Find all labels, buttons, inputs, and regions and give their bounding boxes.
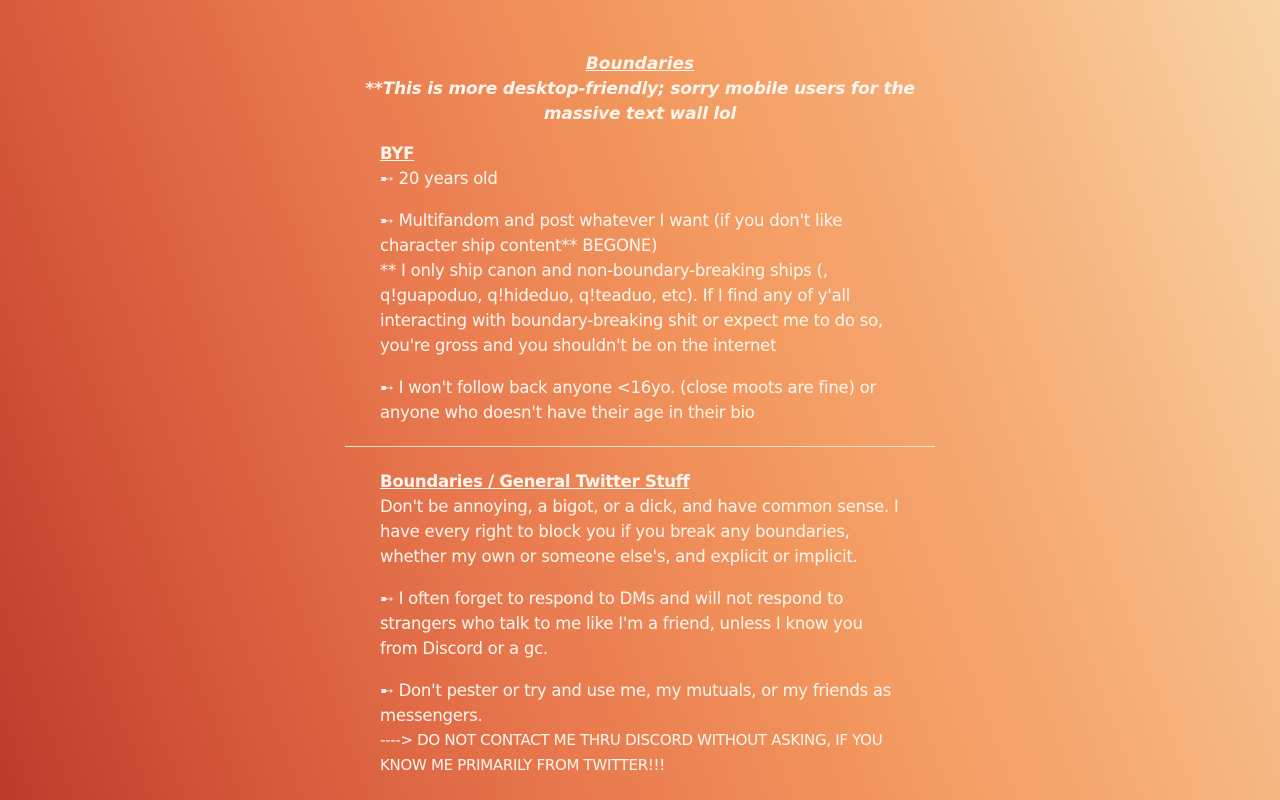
- page-subtitle: **This is more desktop-friendly; sorry mobile users for the massive text wall lol: [365, 79, 915, 124]
- general-dms: ➸ I often forget to respond to DMs and will not respond to strangers who talk to me like I'm a friend, unless I know you from Discord or a gc.: [380, 589, 863, 658]
- byf-section: [345, 141, 935, 425]
- boundaries-page: [345, 52, 935, 778]
- section-divider: [345, 446, 935, 447]
- byf-ships: ** I only ship canon and non-boundary-breaking ships (, q!guapoduo, q!hideduo, q!teaduo, etc). If I find any of y'all interacting with boundary-breaking shit or expect me to do so, you're gross and you shouldn't be on the internet: [380, 261, 883, 355]
- general-discord: ----> DO NOT CONTACT ME THRU DISCORD WITHOUT ASKING, IF YOU KNOW ME PRIMARILY FROM TWITTER!!!: [380, 731, 883, 774]
- byf-heading: BYF: [380, 144, 415, 163]
- page-header: [345, 52, 935, 127]
- general-pester: ➸ Don't pester or try and use me, my mutuals, or my friends as messengers.: [380, 681, 892, 725]
- general-heading: Boundaries / General Twitter Stuff: [380, 472, 690, 491]
- byf-multifandom: ➸ Multifandom and post whatever I want (if you don't like character ship content** BEGONE): [380, 211, 843, 255]
- byf-age: ➸ 20 years old: [380, 169, 498, 188]
- page-title: Boundaries: [585, 54, 695, 74]
- general-section: [345, 469, 935, 778]
- general-intro: Don't be annoying, a bigot, or a dick, and have common sense. I have every right to block you if you break any boundaries, whether my own or someone else's, and explicit or implicit.: [380, 497, 899, 566]
- byf-follow: ➸ I won't follow back anyone <16yo. (close moots are fine) or anyone who doesn't have their age in their bio: [380, 378, 877, 422]
